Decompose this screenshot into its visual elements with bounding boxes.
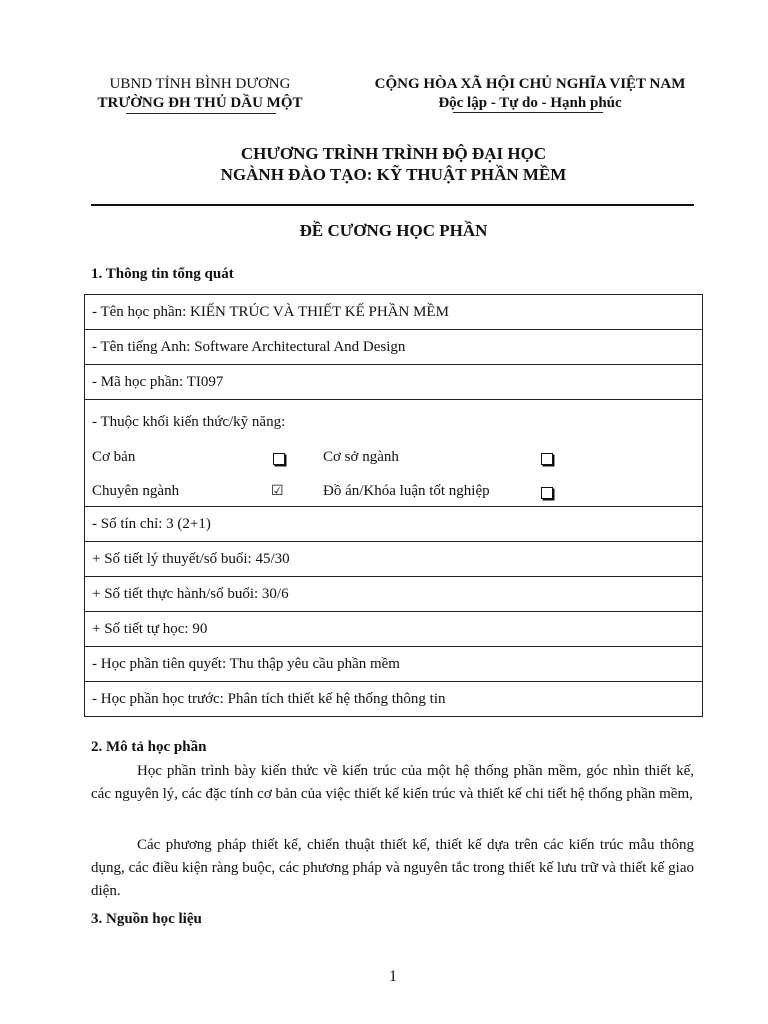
practice-hours: + Số tiết thực hành/số buổi: 30/6 — [85, 577, 703, 612]
course-name: - Tên học phần: KIẾN TRÚC VÀ THIẾT KẾ PHẦN MỀM — [85, 295, 703, 330]
program-title — [84, 143, 703, 185]
option-foundation-checkbox[interactable] — [541, 453, 553, 465]
self-study-hours: + Số tiết tự học: 90 — [85, 612, 703, 647]
credits: - Số tín chỉ: 3 (2+1) — [85, 507, 703, 542]
university-name: TRƯỜNG ĐH THỦ DẦU MỘT — [97, 95, 303, 111]
knowledge-block-cell — [85, 400, 703, 507]
description-paragraph-2-text: Các phương pháp thiết kế, chiến thuật thiết kế, thiết kế dựa trên các kiến trúc mẫu thông dụng, các điều kiện ràng buộc, các phương pháp và nguyên tắc trong thiết kế lưu trữ và thiết kế giao diện. — [91, 837, 694, 899]
province-committee: UBND TỈNH BÌNH DƯƠNG — [109, 76, 291, 92]
title-divider — [91, 204, 694, 206]
section1-heading: 1. Thông tin tổng quát — [91, 266, 234, 282]
section3-heading: 3. Nguồn học liệu — [91, 911, 202, 927]
option-thesis-checkbox[interactable] — [541, 487, 553, 499]
prior-course: - Học phần học trước: Phân tích thiết kế hệ thống thông tin — [85, 682, 703, 717]
option-major-label: Chuyên ngành — [92, 483, 180, 499]
english-name: - Tên tiếng Anh: Software Architectural And Design — [85, 330, 703, 365]
option-thesis-label: Đồ án/Khóa luận tốt nghiệp — [323, 483, 490, 499]
theory-hours: + Số tiết lý thuyết/số buổi: 45/30 — [85, 542, 703, 577]
option-basic-checkbox[interactable] — [273, 453, 285, 465]
option-major-checkbox[interactable]: ☑ — [271, 484, 284, 499]
header-left-underline — [126, 113, 276, 114]
document-title: ĐỀ CƯƠNG HỌC PHẦN — [299, 221, 488, 240]
header-right — [345, 75, 715, 113]
header-left — [60, 75, 340, 113]
knowledge-block-label: - Thuộc khối kiến thức/kỹ năng: — [92, 414, 286, 430]
page-number: 1 — [389, 968, 397, 985]
description-paragraph-2 — [91, 834, 694, 903]
national-motto: Độc lập - Tự do - Hạnh phúc — [438, 95, 622, 111]
prerequisite-course: - Học phần tiên quyết: Thu thập yêu cầu phần mềm — [85, 647, 703, 682]
program-title-line1: CHƯƠNG TRÌNH TRÌNH ĐỘ ĐẠI HỌC — [240, 144, 547, 163]
header-right-underline — [453, 112, 603, 113]
knowledge-block — [92, 400, 695, 506]
option-foundation-label: Cơ sở ngành — [323, 449, 399, 465]
course-code: - Mã học phần: TI097 — [85, 365, 703, 400]
general-info-table — [84, 294, 703, 717]
description-paragraph-1 — [91, 760, 694, 806]
national-title: CỘNG HÒA XÃ HỘI CHỦ NGHĨA VIỆT NAM — [374, 76, 686, 92]
section2-heading: 2. Mô tả học phần — [91, 739, 207, 755]
option-basic-label: Cơ bản — [92, 449, 136, 465]
program-title-line2: NGÀNH ĐÀO TẠO: KỸ THUẬT PHẦN MỀM — [220, 165, 567, 184]
description-paragraph-1-text: Học phần trình bày kiến thức về kiến trúc của một hệ thống phần mềm, góc nhìn thiết kế, các nguyên lý, các đặc tính cơ bản của việc thiết kế kiến trúc và thiết kế chi tiết hệ thống phần mềm, — [91, 763, 694, 802]
